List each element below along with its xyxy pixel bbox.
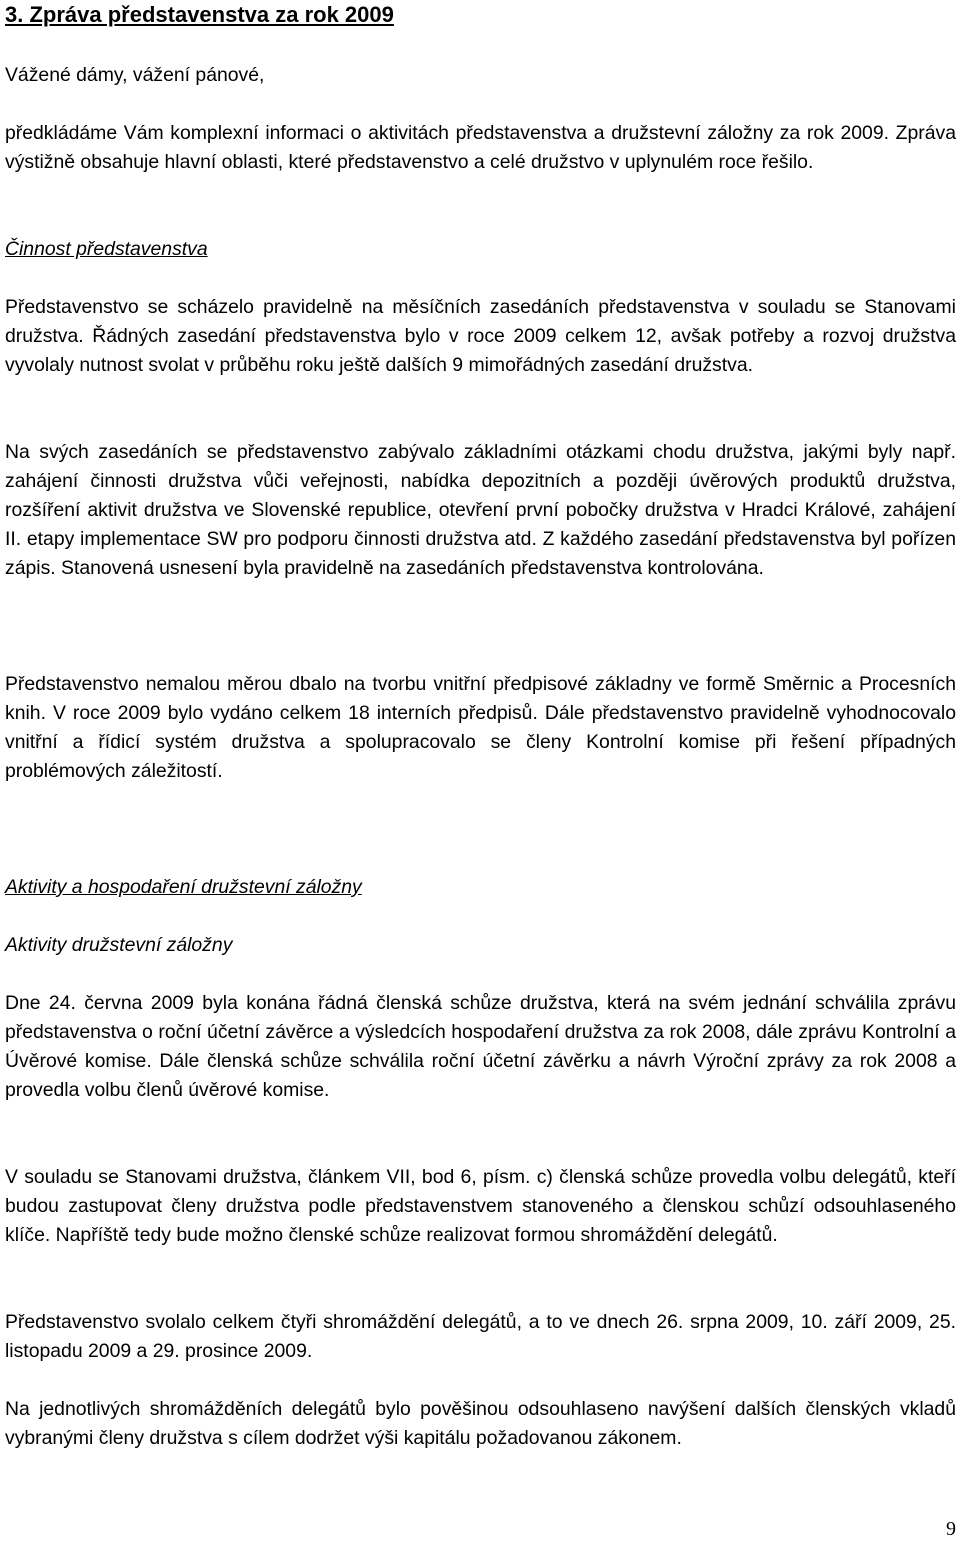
- activities-paragraph-3: Představenstvo svolalo celkem čtyři shromáždění delegátů, a to ve dnech 26. srpna 2009, 10. září 2009, 25. listopadu 2009 a 29. prosince 2009.: [5, 1311, 956, 1362]
- section-title-activities-management: Aktivity a hospodaření družstevní záložny: [5, 876, 362, 898]
- activities-paragraph-4: Na jednotlivých shromážděních delegátů bylo pověšinou odsouhlaseno navýšení dalších členských vkladů vybranými členy družstva s cílem dodržet výši kapitálu požadovanou zákonem.: [5, 1398, 956, 1449]
- intro-paragraph: předkládáme Vám komplexní informaci o aktivitách představenstva a družstevní záložny za rok 2009. Zpráva výstižně obsahuje hlavní oblasti, které představenstvo a celé družstvo v uplynulém roce řešilo.: [5, 122, 956, 173]
- activities-paragraph-2: V souladu se Stanovami družstva, článkem VII, bod 6, písm. c) členská schůze provedla volbu delegátů, kteří budou zastupovat členy družstva podle představenstvem stanoveného a členskou schůzí odsouhlaseného klíče. Napříště tedy bude možno členské schůze realizovat formou shromáždění delegátů.: [5, 1166, 956, 1246]
- page-heading: 3. Zpráva představenstva za rok 2009: [5, 2, 394, 27]
- board-paragraph-3: Představenstvo nemalou měrou dbalo na tvorbu vnitřní předpisové základny ve formě Směrnic a Procesních knih. V roce 2009 bylo vydáno celkem 18 interních předpisů. Dále představenstvo pravidelně vyhodnocovalo vnitřní a řídicí systém družstva a spolupracovalo se členy Kontrolní komise při řešení případných problémových záležitostí.: [5, 673, 956, 782]
- greeting: Vážené dámy, vážení pánové,: [5, 64, 265, 86]
- activities-paragraph-1: Dne 24. června 2009 byla konána řádná členská schůze družstva, která na svém jednání schválila zprávu představenstva o roční účetní závěrce a výsledcích hospodaření družstva za rok 2008, dále zprávu Kontrolní a Úvěrové komise. Dále členská schůze schválila roční účetní závěrku a návrh Výroční zprávy za rok 2008 a provedla volbu členů úvěrové komise.: [5, 992, 956, 1101]
- section-title-board-activity: Činnost představenstva: [5, 238, 208, 260]
- board-paragraph-2: Na svých zasedáních se představenstvo zabývalo základními otázkami chodu družstva, jakými byly např. zahájení činnosti družstva vůči veřejnosti, nabídka depozitních a později úvěrových produktů družstva, rozšíření aktivit družstva ve Slovenské republice, otevření první pobočky družstva v Hradci Králové, zahájení II. etapy implementace SW pro podporu činnosti družstva atd. Z každého zasedání představenstva byl pořízen zápis. Stanovená usnesení byla pravidelně na zasedáních představenstva kontrolována.: [5, 441, 956, 579]
- page-number: 9: [946, 1518, 956, 1540]
- subsection-title-activities: Aktivity družstevní záložny: [5, 934, 233, 956]
- board-paragraph-1: Představenstvo se scházelo pravidelně na měsíčních zasedáních představenstva v souladu se Stanovami družstva. Řádných zasedání představenstva bylo v roce 2009 celkem 12, avšak potřeby a rozvoj družstva vyvolaly nutnost svolat v průběhu roku ještě dalších 9 mimořádných zasedání družstva.: [5, 296, 956, 376]
